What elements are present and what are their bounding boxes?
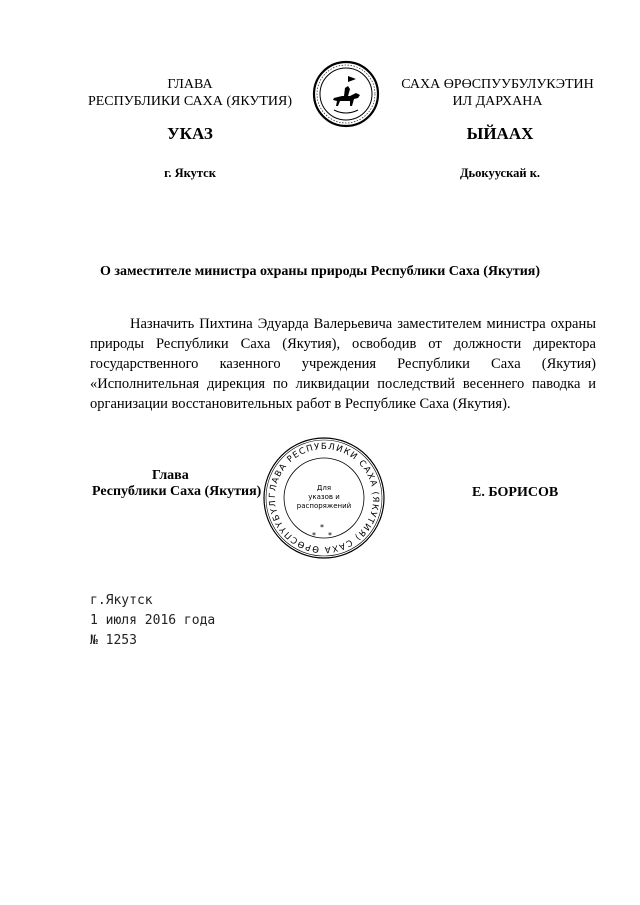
registration-block <box>90 591 390 651</box>
issuer-right-line2: ИЛ ДАРХАНА <box>452 94 543 109</box>
issuer-left-line1: ГЛАВА <box>167 77 213 92</box>
signatory-position-line1: Глава <box>152 468 189 483</box>
seal-center-line2: указов и <box>308 493 340 501</box>
coat-of-arms-emblem <box>312 60 380 128</box>
seal-center-line3: распоряжений <box>296 502 352 510</box>
registration-city: г.Якутск <box>90 593 153 608</box>
svg-text:*: * <box>320 523 324 532</box>
doc-kind-right: ЫЙААХ <box>466 124 534 143</box>
registration-number: № 1253 <box>90 633 137 648</box>
seal-star-icons <box>312 523 332 540</box>
document-body: Назначить Пихтина Эдуарда Валерьевича заместителем министра охраны природы Республики Саха (Якутия), освободив от должности директора государственного казенного учреждения Республики Саха (Якутия) «Исполнительная дирекция по ликвидации последствий весеннего паводка и организации восстановительных работ в Республике Саха (Якутия). <box>90 316 596 412</box>
registration-date: 1 июля 2016 года <box>90 613 216 628</box>
seal-center-line1: Для <box>316 484 332 492</box>
doc-kind-left: УКАЗ <box>167 124 213 143</box>
seal-ring-text: ГЛАВА РЕСПУБЛИКИ САХА (ЯКУТИЯ) САХА ӨРӨСПҮҮБҮЛ <box>267 441 381 555</box>
issuer-right <box>385 76 610 110</box>
signatory-name: Е. БОРИСОВ <box>472 485 559 500</box>
svg-text:*: * <box>312 531 316 540</box>
document-title: О заместителе министра охраны природы Республики Саха (Якутия) <box>99 264 541 279</box>
city-right: Дьокуускай к. <box>459 166 541 180</box>
svg-text:*: * <box>328 531 332 540</box>
issuer-left <box>70 76 310 110</box>
city-left: г. Якутск <box>164 166 216 180</box>
signatory-position <box>92 468 282 500</box>
issuer-right-line1: САХА ӨРӨСПУУБУЛУКЭТИН <box>401 77 594 92</box>
signatory-position-line2: Республики Саха (Якутия) <box>92 484 262 499</box>
issuer-left-line2: РЕСПУБЛИКИ САХА (ЯКУТИЯ) <box>87 94 293 109</box>
